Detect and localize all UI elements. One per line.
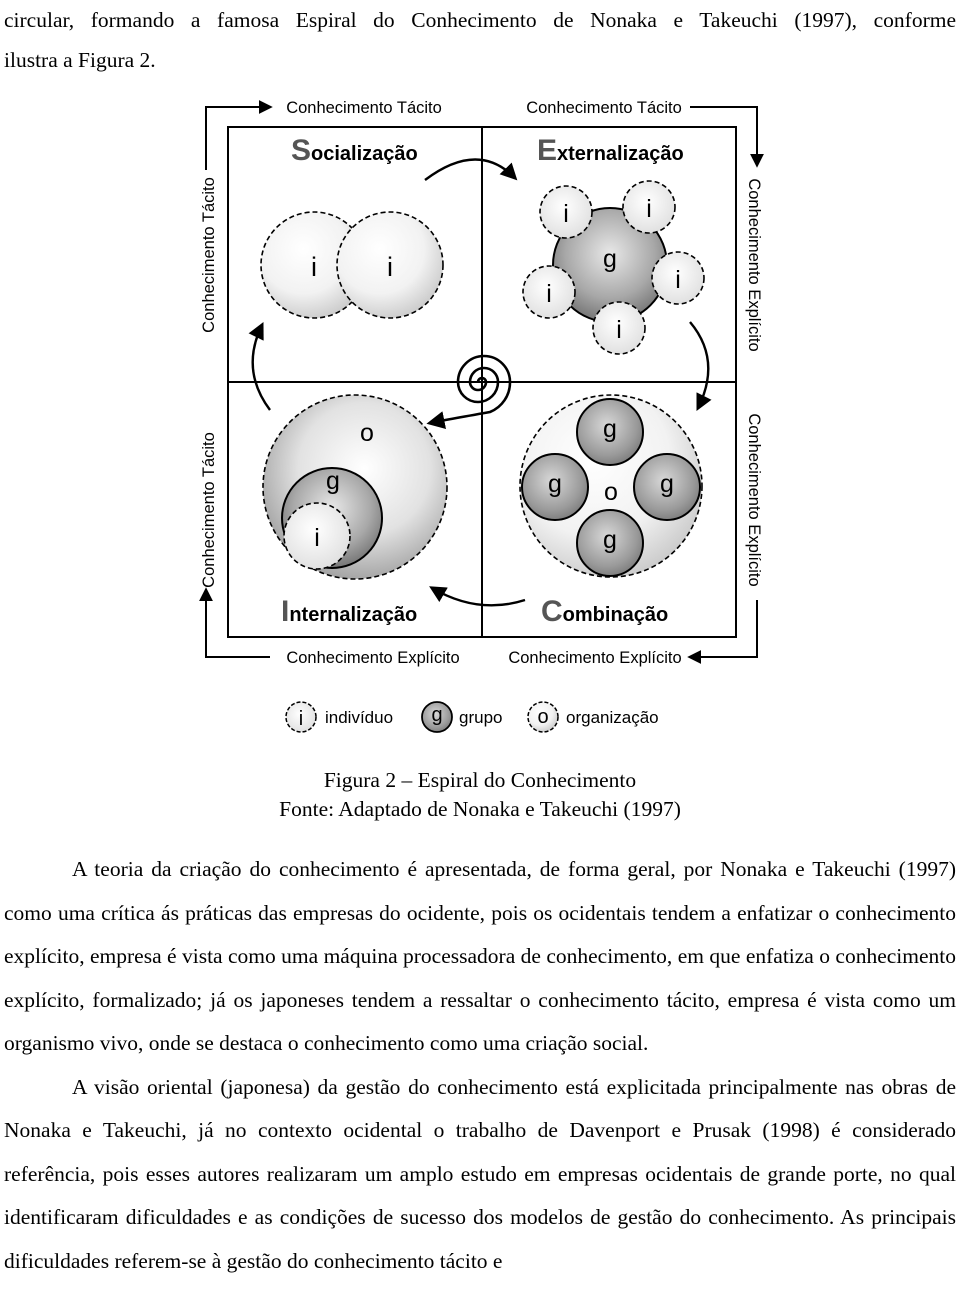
axis-label-bottom-left: Conhecimento Explícito xyxy=(286,649,460,667)
intro-text xyxy=(4,0,956,80)
legend xyxy=(286,702,659,732)
externalizacao-diagram xyxy=(523,181,704,354)
knowledge-spiral-figure xyxy=(0,85,960,745)
individual-symbol: i xyxy=(616,316,622,344)
quadrant-title-combinacao: Combinação xyxy=(541,595,669,628)
figure-caption xyxy=(0,766,960,824)
quadrant-title-externalizacao: Externalização xyxy=(537,134,684,167)
organization-symbol: o xyxy=(604,478,618,506)
quadrant-title-socializacao: Socialização xyxy=(291,134,418,167)
intro-line: ilustra a Figura 2. xyxy=(4,48,156,72)
group-symbol: g xyxy=(660,470,674,498)
axis-label-top-right: Conhecimento Tácito xyxy=(526,99,682,117)
individual-symbol: i xyxy=(311,252,317,282)
legend-individual-symbol: i xyxy=(298,708,304,730)
group-symbol: g xyxy=(603,415,617,443)
caption-source: Fonte: Adaptado de Nonaka e Takeuchi (1997) xyxy=(279,797,681,821)
combinacao-diagram xyxy=(520,395,702,577)
socializacao-diagram xyxy=(261,212,443,318)
quadrant-title-internalizacao: Internalização xyxy=(281,595,418,628)
caption-title: Figura 2 – Espiral do Conhecimento xyxy=(323,768,637,792)
legend-individual-label: indivíduo xyxy=(325,708,394,727)
group-symbol: g xyxy=(548,470,562,498)
group-symbol: g xyxy=(603,245,617,273)
internalizacao-diagram xyxy=(263,395,447,579)
individual-symbol: i xyxy=(314,524,320,552)
legend-group-label: grupo xyxy=(459,708,503,727)
axis-label-right-bottom: Conhecimento Explícito xyxy=(745,413,763,587)
spiral-icon xyxy=(430,356,510,423)
axis-label-right-top: Conhecimento Explícito xyxy=(745,178,763,352)
legend-group-symbol: g xyxy=(431,704,443,726)
axis-label-bottom-right: Conhecimento Explícito xyxy=(508,649,682,667)
legend-organization-symbol: o xyxy=(537,706,549,728)
intro-line: circular, formando a famosa Espiral do Conhecimento de Nonaka e Takeuchi (1997), conforme xyxy=(4,8,956,32)
organization-symbol: o xyxy=(360,419,374,447)
legend-organization-label: organização xyxy=(566,708,659,727)
paragraph: A teoria da criação do conhecimento é apresentada, de forma geral, por Nonaka e Takeuchi (1997) como uma crítica ás práticas das empresas do ocidente, pois os ocidentais tendem a enfatizar o conhecimento explícito, empresa é vista como uma máquina processadora de conhecimento, em que enfatiza o conhecimento explícito, formalizado; já os japoneses tendem a ressaltar o conhecimento tácito, empresa é vista como um organismo vivo, onde se destaca o conhecimento como uma criação social. xyxy=(4,857,956,1055)
paragraph: A visão oriental (japonesa) da gestão do conhecimento está explicitada principalmente nas obras de Nonaka e Takeuchi, já no contexto ocidental o trabalho de Davenport e Prusak (1998) é considerado referência, pois esses autores realizaram um amplo estudo em empresas ocidentais de grande porte, no qual identificaram dificuldades e as condições de sucesso dos modelos de gestão do conhecimento. As principais dificuldades referem-se à gestão do conhecimento tácito e xyxy=(4,1074,956,1273)
axis-label-left-top: Conhecimento Tácito xyxy=(200,177,218,333)
individual-symbol: i xyxy=(546,280,552,308)
group-symbol: g xyxy=(326,467,340,495)
individual-symbol: i xyxy=(646,195,652,223)
axis-label-left-bottom: Conhecimento Tácito xyxy=(200,432,218,588)
individual-symbol: i xyxy=(563,200,569,228)
body-text xyxy=(4,848,956,1283)
individual-symbol: i xyxy=(387,252,393,282)
axis-label-top-left: Conhecimento Tácito xyxy=(286,99,442,117)
individual-symbol: i xyxy=(675,266,681,294)
group-symbol: g xyxy=(603,526,617,554)
